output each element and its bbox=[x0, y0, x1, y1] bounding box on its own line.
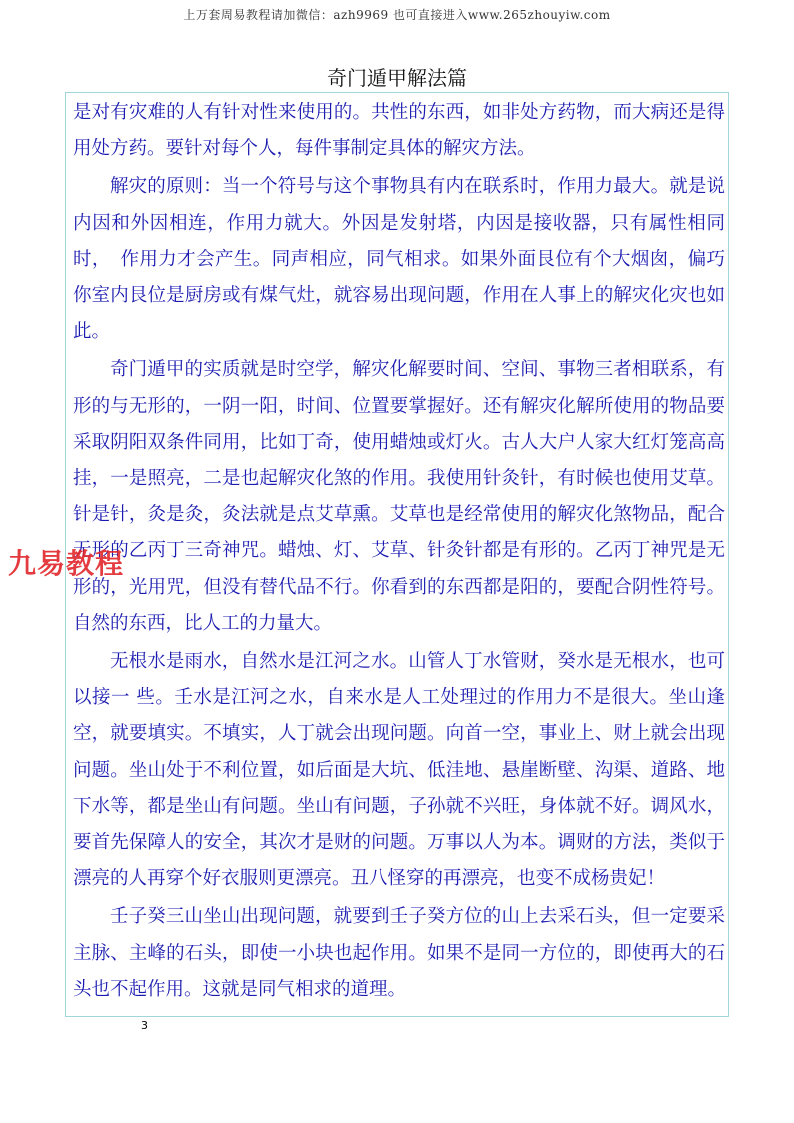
paragraph-5: 壬子癸三山坐山出现问题，就要到壬子癸方位的山上去采石头，但一定要采主脉、主峰的石头，即使一小块也起作用。如果不是同一方位的，即使再大的石头也不起作用。这就是同气相求的道理。 bbox=[73, 906, 725, 1000]
paragraph-3: 奇门遁甲的实质就是时空学，解灾化解要时间、空间、事物三者相联系，有形的与无形的，一阴一阳，时间、位置要掌握好。还有解灾化解所使用的物品要采取阴阳双条件同用，比如丁奇，使用蜡烛或灯火。古人大户人家大红灯笼高高挂，一是照亮，二是也起解灾化煞的作用。我使用针灸针，有时候也使用艾草。针是针，灸是灸，灸法就是点艾草熏。艾草也是经常使用的解灾化煞物品，配合无形的乙丙丁三奇神咒。蜡烛、灯、艾草、针灸针都是有形的。乙丙丁神咒是无形的，光用咒，但没有替代品不行。你看到的东西都是阳的，要配合阴性符号。自然的东西，比人工的力量大。 bbox=[73, 359, 725, 634]
paragraph-1: 是对有灾难的人有针对性来使用的。共性的东西，如非处方药物，而大病还是得用处方药。要针对每个人，每件事制定具体的解灾方法。 bbox=[73, 102, 725, 160]
document-title: 奇门遁甲解法篇 bbox=[327, 66, 467, 90]
paragraph-4: 无根水是雨水，自然水是江河之水。山管人丁水管财，癸水是无根水，也可以接一 些。壬水是江河之水，自来水是人工处理过的作用力不是很大。坐山逢空，就要填实。不填实，人丁就会出现问题。向首一空，事业上、财上就会出现问题。坐山处于不利位置，如后面是大坑、低洼地、悬崖断壁、沟渠、道路、地下水等，都是坐山有问题。坐山有问题，子孙就不兴旺，身体就不好。调风水，要首先保障人的安全，其次才是财的问题。万事以人为本。调财的方法，类似于漂亮的人再穿个好衣服则更漂亮。丑八怪穿的再漂亮，也变不成杨贵妃！ bbox=[73, 651, 725, 890]
document-body bbox=[73, 95, 725, 1008]
header-note: 上万套周易教程请加微信：azh9969 也可直接进入www.265zhouyiw.com bbox=[183, 8, 611, 22]
paragraph-2: 解灾的原则：当一个符号与这个事物具有内在联系时，作用力最大。就是说内因和外因相连，作用力就大。外因是发射塔，内因是接收器，只有属性相同时， 作用力才会产生。同声相应，同气相求。如果外面艮位有个大烟囱，偏巧你室内艮位是厨房或有煤气灶，就容易出现问题，作用在人事上的解灾化灾也如此。 bbox=[73, 176, 725, 343]
page-number: 3 bbox=[141, 1019, 148, 1032]
watermark-logo: 九易教程 bbox=[8, 547, 125, 580]
